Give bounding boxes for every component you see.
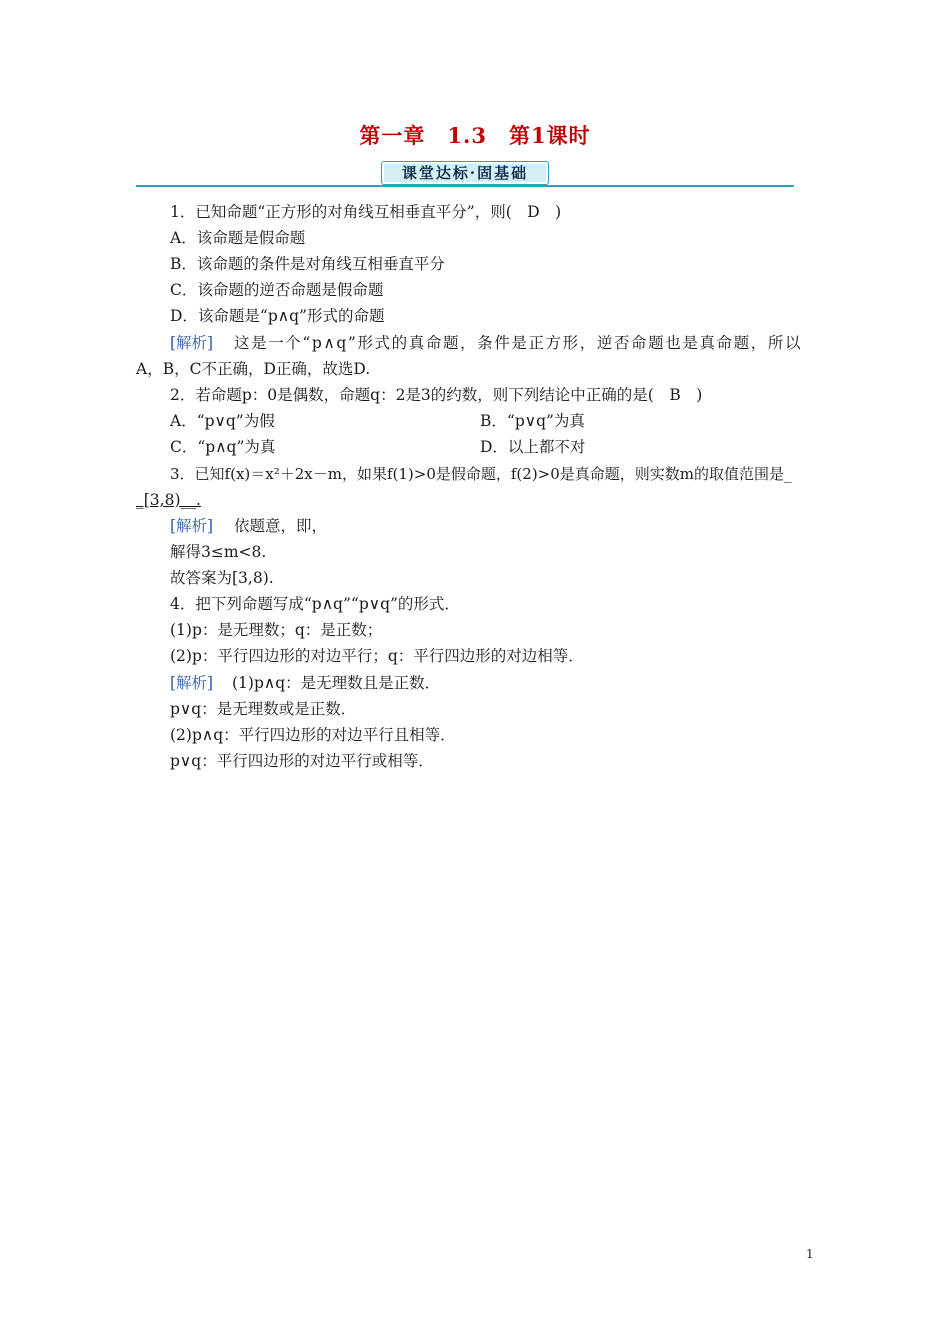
banner-rule [136, 185, 794, 187]
page-number: 1 [806, 1247, 814, 1261]
question-4-part-2: (2)p：平行四边形的对边平行；q：平行四边形的对边相等． [170, 647, 584, 665]
question-2-option-d: D．以上都不对 [480, 438, 586, 456]
question-1-option-c: C．该命题的逆否命题是假命题 [170, 281, 384, 299]
question-4-analysis-2-and: (2)p∧q：平行四边形的对边平行且相等． [170, 726, 456, 744]
question-3-stem: 3．已知f(x)＝x²＋2x－m，如果f(1)>0是假命题，f(2)>0是真命题，则实数m的取值范围是_ [170, 465, 792, 483]
question-4-analysis-1-and: (1)p∧q：是无理数且是正数． [232, 674, 441, 692]
question-2-option-c: C．“p∧q”为真 [170, 438, 276, 456]
question-4-part-1: (1)p：是无理数；q：是正数； [170, 621, 383, 639]
question-1-analysis: 这是一个“p∧q”形式的真命题，条件是正方形，逆否命题也是真命题，所以 [234, 334, 803, 352]
analysis-label: [解析] [170, 517, 214, 535]
question-1-stem: 1．已知命题“正方形的对角线互相垂直平分”，则( D ) [170, 203, 562, 221]
question-3-answer: _[3,8)__. [136, 491, 201, 509]
question-4-analysis-1-or: p∨q：是无理数或是正数． [170, 700, 357, 718]
banner-label: 课堂达标·固基础 [384, 164, 546, 182]
question-1-option-a: A．该命题是假命题 [170, 229, 306, 247]
question-3-analysis: 依题意，即， [234, 517, 328, 535]
question-2-option-a: A．“p∨q”为假 [170, 412, 275, 430]
page-title: 第一章 1.3 第1课时 [359, 123, 591, 148]
question-4-stem: 4．把下列命题写成“p∧q”“p∨q”的形式． [170, 595, 460, 613]
banner-box [381, 161, 549, 185]
question-1-analysis-cont: A，B，C不正确，D正确，故选D. [136, 360, 371, 378]
question-3-analysis-solve: 解得3≤m<8. [170, 543, 267, 561]
section-banner [136, 159, 794, 189]
question-2-stem: 2．若命题p：0是偶数，命题q：2是3的约数，则下列结论中正确的是( B ) [170, 386, 703, 404]
analysis-label: [解析] [170, 674, 214, 692]
question-1-option-b: B．该命题的条件是对角线互相垂直平分 [170, 255, 445, 273]
question-3-analysis-answer: 故答案为[3,8). [170, 569, 274, 587]
question-4-analysis-2-or: p∨q：平行四边形的对边平行或相等． [170, 752, 434, 770]
question-2-option-b: B．“p∨q”为真 [480, 412, 585, 430]
analysis-label: [解析] [170, 334, 214, 352]
question-1-option-d: D．该命题是“p∧q”形式的命题 [170, 307, 385, 325]
